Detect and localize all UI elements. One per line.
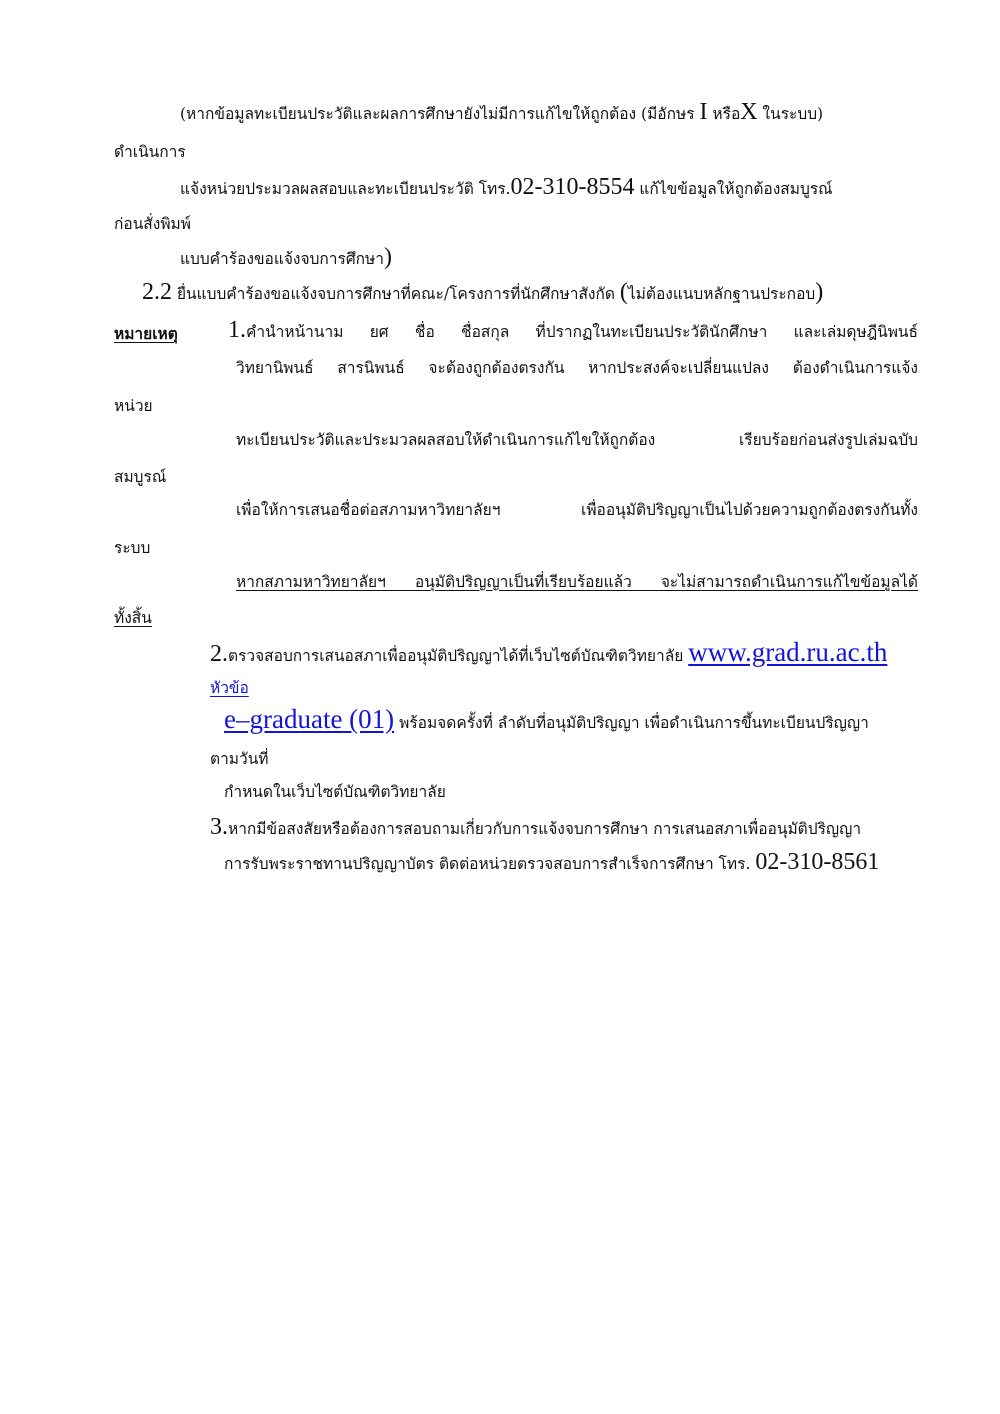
text: ตรวจสอบการเสนอสภาเพื่ออนุมัติปริญญาได้ที่เว็บไซต์บัณฑิตวิทยาลัย [228, 647, 684, 665]
text: การรับพระราชทานปริญญาบัตร ติดต่อหน่วยตรวจสอบการสำเร็จการศึกษา โทร. [224, 855, 751, 873]
topic-link[interactable]: หัวข้อ [210, 679, 249, 697]
text: คำนำหน้านาม ยศ ชื่อ ชื่อสกุล ที่ปรากฏในทะเบียนประวัตินักศึกษา และเล่มดุษฎีนิพนธ์ [246, 323, 918, 341]
note-number: 2. [210, 641, 228, 667]
note-2-line-1 [210, 637, 918, 668]
paragraph-1-line-1 [180, 100, 915, 126]
note-2-line-2 [224, 704, 918, 735]
note-1-continuation-4: ระบบ [114, 539, 151, 557]
note-3-line-2 [224, 850, 879, 876]
note-1-line-4: เพื่อให้การเสนอชื่อต่อสภามหาวิทยาลัยฯ เพื่ออนุมัติปริญญาเป็นไปด้วยความถูกต้องตรงกันทั้ง [236, 501, 918, 519]
note-1-line-2: วิทยานิพนธ์ สารนิพนธ์ จะต้องถูกต้องตรงกัน หากประสงค์จะเปลี่ยนแปลง ต้องดำเนินการแจ้ง [236, 359, 918, 377]
paragraph-2-continuation: ก่อนสั่งพิมพ์ [114, 215, 191, 233]
note-1-continuation-5: ทั้งสิ้น [114, 609, 152, 627]
text: หากมีข้อสงสัยหรือต้องการสอบถามเกี่ยวกับการแจ้งจบการศึกษา การเสนอสภาเพื่ออนุมัติปริญญา [228, 820, 862, 838]
paren: ) [383, 244, 392, 270]
paren-open: ( [619, 279, 628, 305]
text: ไม่ต้องแนบหลักฐานประกอบ [627, 285, 816, 303]
note-label: หมายเหตุ [114, 324, 178, 343]
text: ในระบบ) [762, 105, 824, 123]
paragraph-3 [180, 245, 392, 271]
grad-website-link[interactable]: www.grad.ru.ac.th [688, 637, 888, 667]
section-2-2 [142, 280, 877, 306]
note-1-continuation-2: หน่วย [114, 397, 153, 415]
note-3-line-1 [210, 815, 861, 841]
paren-close: ) [815, 279, 824, 305]
note-2-continuation-1 [210, 676, 249, 700]
text: พร้อมจดครั้งที่ ลำดับที่อนุมัติปริญญา เพื่อดำเนินการขึ้นทะเบียนปริญญา [399, 714, 869, 732]
text: แบบคำร้องขอแจ้งจบการศึกษา [180, 250, 384, 268]
text: ยื่นแบบคำร้องขอแจ้งจบการศึกษาที่คณะ/โครงการที่นักศึกษาสังกัด [176, 285, 615, 303]
phone-number: 02-310-8554 [510, 174, 635, 200]
paragraph-1-continuation: ดำเนินการ [114, 143, 186, 161]
text: (หากข้อมูลทะเบียนประวัติและผลการศึกษายังไม่มีการแก้ไขให้ถูกต้อง (มีอักษร [180, 105, 695, 123]
note-2-continuation-2: ตามวันที่ [210, 750, 269, 768]
phone-number: 02-310-8561 [755, 849, 880, 875]
e-graduate-link[interactable]: e–graduate (01) [224, 704, 395, 734]
note-2-line-3: กำหนดในเว็บไซต์บัณฑิตวิทยาลัย [224, 783, 446, 801]
text: หรือ [712, 105, 741, 123]
text: แจ้งหน่วยประมวลผลสอบและทะเบียนประวัติ โทร. [180, 180, 511, 198]
note-1-continuation-3: สมบูรณ์ [114, 468, 167, 486]
letter-x: X [740, 99, 758, 125]
letter-i: I [699, 99, 708, 125]
note-number: 3. [210, 814, 228, 840]
paragraph-2-line-1 [180, 175, 900, 201]
section-number: 2.2 [142, 279, 172, 305]
note-1-line-3: ทะเบียนประวัติและประมวลผลสอบให้ดำเนินการแก้ไขให้ถูกต้อง เรียบร้อยก่อนส่งรูปเล่มฉบับ [236, 431, 918, 449]
note-1-line-1 [228, 318, 918, 344]
note-number: 1. [228, 317, 246, 343]
text: แก้ไขข้อมูลให้ถูกต้องสมบูรณ์ [639, 180, 833, 198]
note-1-line-5: หากสภามหาวิทยาลัยฯ อนุมัติปริญญาเป็นที่เรียบร้อยแล้ว จะไม่สามารถดำเนินการแก้ไขข้อมูลได้ [236, 573, 918, 591]
